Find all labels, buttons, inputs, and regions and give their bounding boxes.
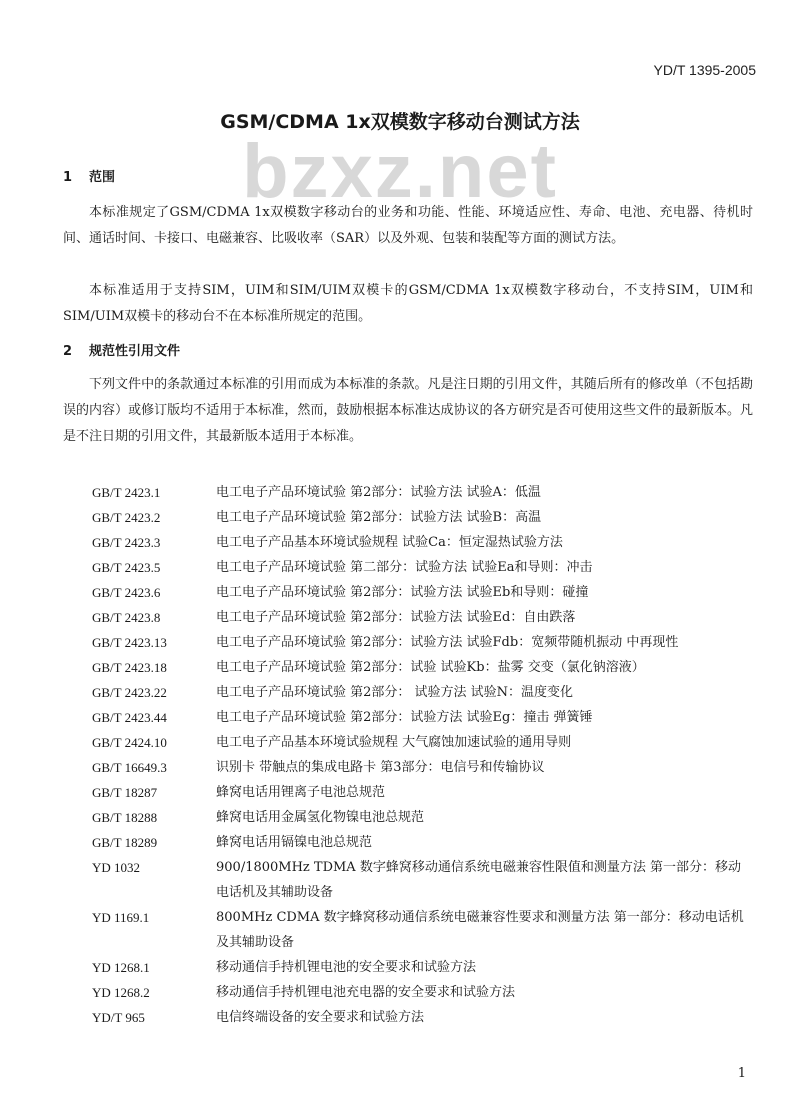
reference-item <box>92 780 752 805</box>
reference-title: 电工电子产品环境试验 第2部分：试验方法 试验Ed：自由跌落 <box>216 610 576 625</box>
reference-title: 移动通信手持机锂电池的安全要求和试验方法 <box>216 960 477 975</box>
reference-code: GB/T 2423.3 <box>92 535 161 550</box>
reference-item <box>92 730 752 755</box>
watermark: bzxz.net <box>242 129 558 214</box>
reference-title: 电工电子产品环境试验 第2部分：试验方法 试验Eg：撞击 弹簧锤 <box>216 710 593 725</box>
reference-code: GB/T 18287 <box>92 785 158 800</box>
reference-code: GB/T 2423.44 <box>92 710 167 725</box>
reference-title: 800MHz CDMA 数字蜂窝移动通信系统电磁兼容性要求和测量方法 第一部分：移动电话机及其辅助设备 <box>216 910 744 950</box>
reference-item <box>92 505 752 530</box>
reference-code: GB/T 2423.22 <box>92 685 167 700</box>
reference-title: 识别卡 带触点的集成电路卡 第3部分：电信号和传输协议 <box>216 760 545 775</box>
section-number: 1 <box>63 170 73 185</box>
reference-code: GB/T 18288 <box>92 810 158 825</box>
reference-title: 蜂窝电话用镉镍电池总规范 <box>216 835 373 850</box>
reference-code: GB/T 2424.10 <box>92 735 167 750</box>
reference-title: 电工电子产品环境试验 第2部分：试验方法 试验Eb和导则：碰撞 <box>216 585 589 600</box>
reference-item <box>92 905 752 955</box>
reference-item <box>92 980 752 1005</box>
paragraph: 下列文件中的条款通过本标准的引用而成为本标准的条款。凡是注日期的引用文件，其随后所有的修改单（不包括勘误的内容）或修订版均不适用于本标准，然而，鼓励根据本标准达成协议的各方研究是否可使用这些文件的最新版本。凡是不注日期的引用文件，其最新版本适用于本标准。 <box>63 377 753 444</box>
reference-item <box>92 855 752 905</box>
reference-code: GB/T 2423.13 <box>92 635 167 650</box>
reference-title: 蜂窝电话用锂离子电池总规范 <box>216 785 386 800</box>
reference-title: 电工电子产品环境试验 第2部分：试验 试验Kb：盐雾 交变（氯化钠溶液） <box>216 660 645 675</box>
reference-item <box>92 1005 752 1030</box>
reference-title: 移动通信手持机锂电池充电器的安全要求和试验方法 <box>216 985 516 1000</box>
standard-number: YD/T 1395-2005 <box>653 62 756 78</box>
reference-item <box>92 830 752 855</box>
reference-item <box>92 805 752 830</box>
reference-title: 蜂窝电话用金属氢化物镍电池总规范 <box>216 810 425 825</box>
reference-title: 电工电子产品环境试验 第二部分：试验方法 试验Ea和导则：冲击 <box>216 560 593 575</box>
reference-title: 900/1800MHz TDMA 数字蜂窝移动通信系统电磁兼容性限值和测量方法 第一部分：移动电话机及其辅助设备 <box>216 860 741 900</box>
reference-title: 电信终端设备的安全要求和试验方法 <box>216 1010 425 1025</box>
reference-item <box>92 955 752 980</box>
section-title: 范围 <box>89 170 116 185</box>
section-2-heading <box>63 340 180 359</box>
reference-code: YD 1169.1 <box>92 910 150 925</box>
reference-code: YD 1268.2 <box>92 985 150 1000</box>
reference-item <box>92 480 752 505</box>
reference-code: GB/T 2423.5 <box>92 560 161 575</box>
reference-item <box>92 630 752 655</box>
reference-item <box>92 655 752 680</box>
reference-item <box>92 605 752 630</box>
reference-title: 电工电子产品基本环境试验规程 试验Ca：恒定湿热试验方法 <box>216 535 563 550</box>
reference-code: YD 1032 <box>92 860 141 875</box>
reference-item <box>92 705 752 730</box>
page-number: 1 <box>737 1066 746 1081</box>
reference-title: 电工电子产品环境试验 第2部分：试验方法 试验Fdb：宽频带随机振动 中再现性 <box>216 635 679 650</box>
reference-code: YD/T 965 <box>92 1010 145 1025</box>
reference-title: 电工电子产品环境试验 第2部分： 试验方法 试验N：温度变化 <box>216 685 574 700</box>
reference-item <box>92 755 752 780</box>
reference-item <box>92 530 752 555</box>
document-title: GSM/CDMA 1x双模数字移动台测试方法 <box>220 111 580 133</box>
reference-list <box>92 480 752 1030</box>
reference-title: 电工电子产品环境试验 第2部分：试验方法 试验A：低温 <box>216 485 541 500</box>
reference-code: GB/T 2423.6 <box>92 585 161 600</box>
reference-item <box>92 680 752 705</box>
reference-title: 电工电子产品环境试验 第2部分：试验方法 试验B：高温 <box>216 510 542 525</box>
reference-code: GB/T 18289 <box>92 835 158 850</box>
section-number: 2 <box>63 344 73 359</box>
section-1-heading <box>63 166 115 185</box>
reference-code: GB/T 2423.8 <box>92 610 161 625</box>
reference-item <box>92 580 752 605</box>
reference-code: GB/T 16649.3 <box>92 760 167 775</box>
reference-code: GB/T 2423.1 <box>92 485 161 500</box>
paragraph: 本标准规定了GSM/CDMA 1x双模数字移动台的业务和功能、性能、环境适应性、寿命、电池、充电器、待机时间、通话时间、卡接口、电磁兼容、比吸收率（SAR）以及外观、包装和装配等方面的测试方法。 <box>63 205 753 246</box>
reference-code: GB/T 2423.2 <box>92 510 161 525</box>
section-title: 规范性引用文件 <box>89 344 181 359</box>
reference-item <box>92 555 752 580</box>
paragraph: 本标准适用于支持SIM，UIM和SIM/UIM双模卡的GSM/CDMA 1x双模数字移动台，不支持SIM，UIM和SIM/UIM双模卡的移动台不在本标准所规定的范围。 <box>63 283 753 324</box>
reference-title: 电工电子产品基本环境试验规程 大气腐蚀加速试验的通用导则 <box>216 735 572 750</box>
reference-code: GB/T 2423.18 <box>92 660 167 675</box>
reference-code: YD 1268.1 <box>92 960 150 975</box>
